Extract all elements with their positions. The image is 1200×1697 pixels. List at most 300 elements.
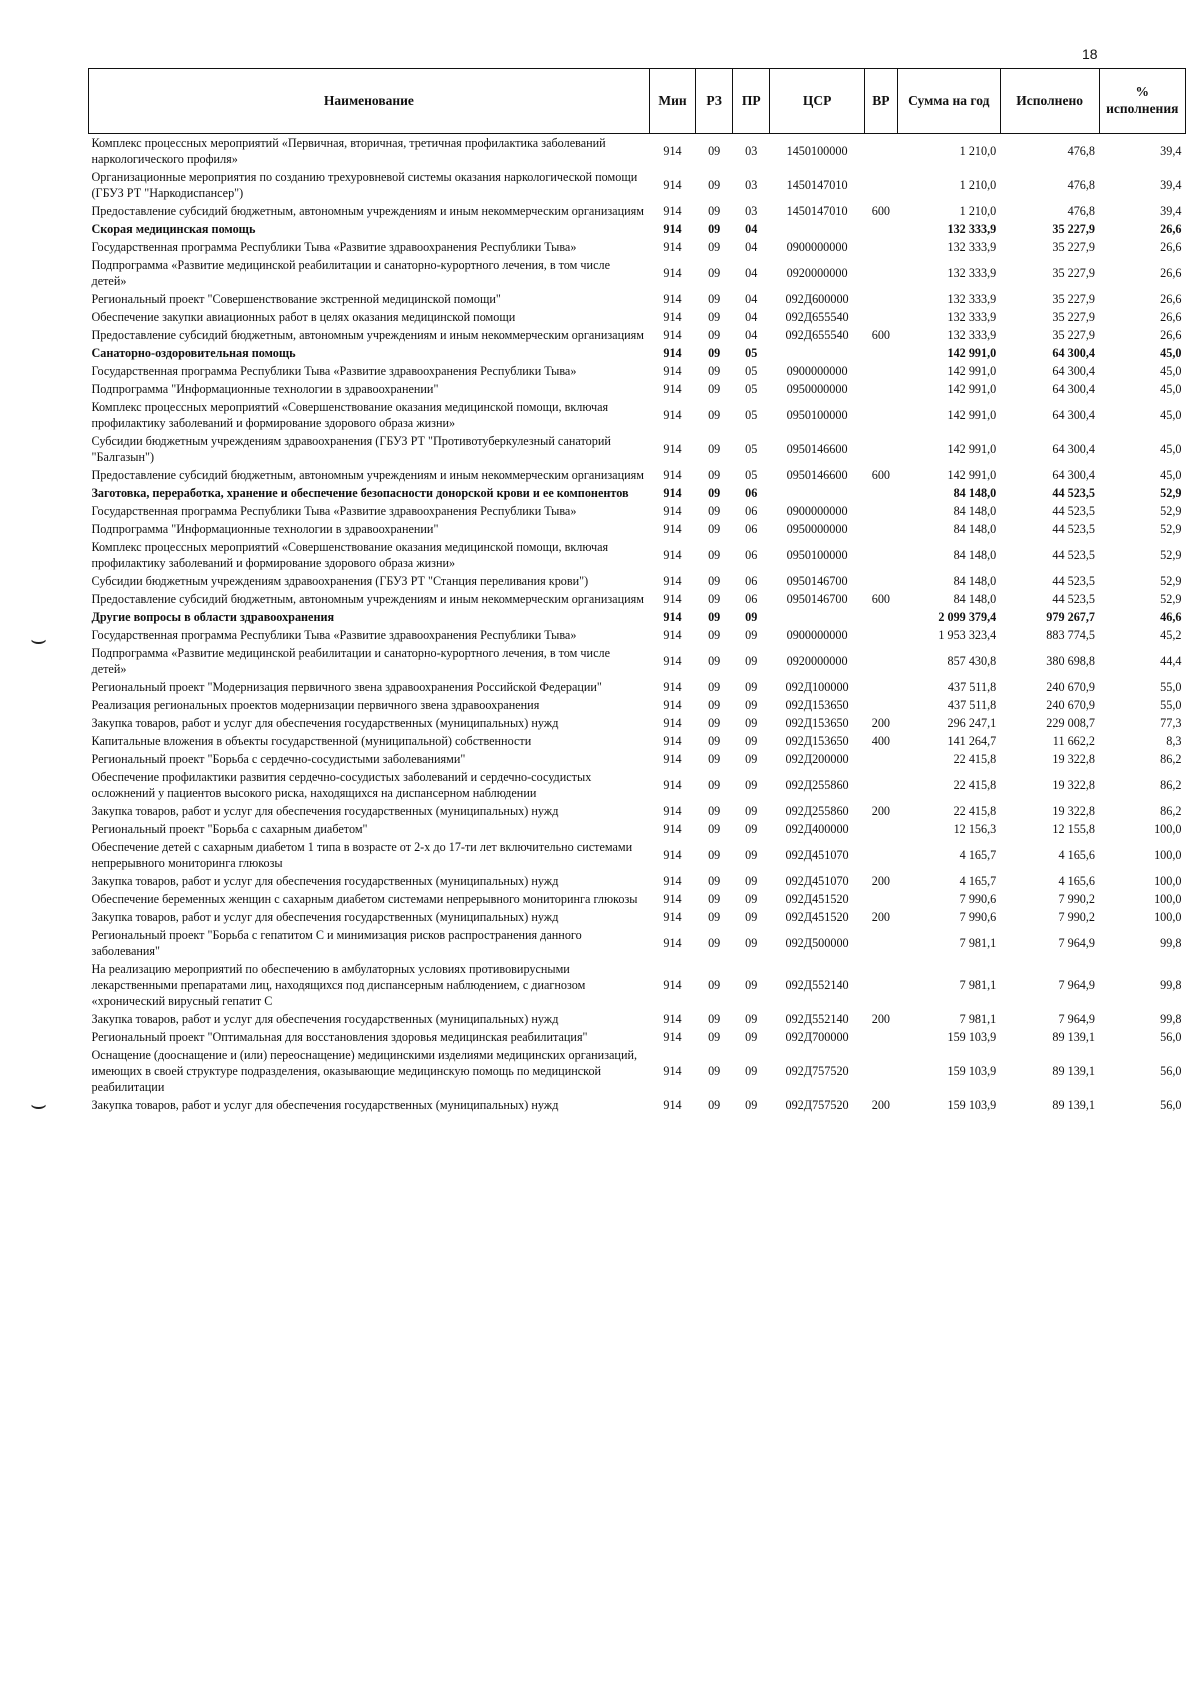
table-row (89, 908, 1186, 926)
row-sum-cell: 1 210,0 (959, 204, 997, 218)
row-pr-cell: 03 (745, 178, 758, 192)
row-pct-cell: 45,0 (1160, 382, 1182, 396)
row-name-cell: Подпрограмма "Информационные технологии в здравоохранении" (91, 522, 439, 536)
row-name-cell: Подпрограмма "Информационные технологии в здравоохранении" (91, 382, 439, 396)
row-done-cell: 240 670,9 (1046, 680, 1096, 694)
row-csr-cell (770, 484, 865, 502)
row-vr-cell (864, 820, 897, 838)
row-sum-cell: 132 333,9 (947, 292, 997, 306)
row-sum-cell: 7 981,1 (959, 978, 997, 992)
row-done-cell: 35 227,9 (1052, 310, 1096, 324)
row-rz-cell: 09 (708, 442, 721, 456)
row-pct-cell: 86,2 (1160, 752, 1182, 766)
row-name-cell: Предоставление субсидий бюджетным, автономным учреждениям и иным некоммерческим организациям (91, 592, 644, 606)
row-pr-cell: 09 (745, 804, 758, 818)
row-csr-cell: 092Д451520 (785, 892, 849, 906)
row-name-cell: Региональный проект "Совершенствование экстренной медицинской помощи" (91, 292, 501, 306)
row-pct-cell: 52,9 (1160, 504, 1182, 518)
row-vr-cell (864, 484, 897, 502)
row-csr-cell: 092Д255860 (785, 778, 849, 792)
row-vr-cell (864, 644, 897, 678)
row-csr-cell: 092Д500000 (785, 936, 849, 950)
row-csr-cell: 0900000000 (786, 504, 848, 518)
row-sum-cell: 22 415,8 (953, 804, 997, 818)
row-pct-cell: 56,0 (1160, 1030, 1182, 1044)
row-min-cell: 914 (663, 486, 682, 500)
row-sum-cell: 84 148,0 (953, 486, 997, 500)
row-name-cell: Региональный проект "Борьба с гепатитом С и минимизация рисков распространения данного заболевания" (91, 928, 582, 958)
row-rz-cell: 09 (708, 468, 721, 482)
row-csr-cell: 0950100000 (786, 408, 848, 422)
row-rz-cell: 09 (708, 266, 721, 280)
row-pr-cell: 09 (745, 680, 758, 694)
table-row (89, 238, 1186, 256)
table-row (89, 1046, 1186, 1096)
row-csr-cell: 092Д451070 (785, 848, 849, 862)
table-row (89, 926, 1186, 960)
margin-check-mark: ⌣ (30, 1090, 48, 1120)
row-rz-cell: 09 (708, 222, 721, 236)
row-pr-cell: 09 (745, 892, 758, 906)
column-header-pct: % исполнения (1099, 69, 1185, 134)
row-rz-cell: 09 (708, 548, 721, 562)
row-pr-cell: 06 (745, 486, 758, 500)
row-name-cell: Предоставление субсидий бюджетным, автономным учреждениям и иным некоммерческим организациям (91, 468, 644, 482)
row-pct-cell: 26,6 (1160, 328, 1182, 342)
row-pct-cell: 100,0 (1154, 848, 1182, 862)
row-name-cell: Предоставление субсидий бюджетным, автономным учреждениям и иным некоммерческим организациям (91, 328, 644, 342)
row-pr-cell: 09 (745, 628, 758, 642)
row-pr-cell: 09 (745, 1098, 758, 1112)
row-rz-cell: 09 (708, 364, 721, 378)
table-row (89, 696, 1186, 714)
row-min-cell: 914 (663, 144, 682, 158)
row-min-cell: 914 (663, 734, 682, 748)
row-pr-cell: 05 (745, 382, 758, 396)
table-row (89, 466, 1186, 484)
row-csr-cell: 092Д600000 (785, 292, 849, 306)
row-done-cell: 44 523,5 (1052, 548, 1096, 562)
table-row (89, 838, 1186, 872)
row-done-cell: 44 523,5 (1052, 574, 1096, 588)
row-done-cell: 89 139,1 (1052, 1098, 1096, 1112)
row-sum-cell: 7 981,1 (959, 1012, 997, 1026)
table-row (89, 732, 1186, 750)
row-min-cell: 914 (663, 654, 682, 668)
row-sum-cell: 132 333,9 (947, 266, 997, 280)
row-csr-cell: 0950146700 (786, 574, 848, 588)
table-row (89, 590, 1186, 608)
row-done-cell: 44 523,5 (1052, 504, 1096, 518)
row-pr-cell: 09 (745, 822, 758, 836)
table-row (89, 768, 1186, 802)
row-done-cell: 64 300,4 (1052, 346, 1096, 360)
row-done-cell: 89 139,1 (1052, 1064, 1096, 1078)
table-row (89, 220, 1186, 238)
row-sum-cell: 22 415,8 (953, 752, 997, 766)
row-vr-cell (864, 572, 897, 590)
row-vr-cell: 600 (871, 468, 890, 482)
row-min-cell: 914 (663, 382, 682, 396)
row-vr-cell (864, 696, 897, 714)
row-pct-cell: 100,0 (1154, 910, 1182, 924)
row-name-cell: Обеспечение закупки авиационных работ в целях оказания медицинской помощи (91, 310, 516, 324)
row-pct-cell: 46,6 (1160, 610, 1182, 624)
row-done-cell: 19 322,8 (1052, 752, 1096, 766)
row-csr-cell: 092Д757520 (785, 1064, 849, 1078)
row-name-cell: Санаторно-оздоровительная помощь (91, 346, 296, 360)
row-csr-cell: 092Д700000 (785, 1030, 849, 1044)
row-name-cell: Оснащение (дооснащение и (или) переоснащение) медицинскими изделиями медицинских организаций, имеющих в своей структуре подразделения, оказывающие медицинскую помощь по медицинской реабилитации (91, 1048, 638, 1094)
row-min-cell: 914 (663, 222, 682, 236)
row-rz-cell: 09 (708, 504, 721, 518)
table-row (89, 1010, 1186, 1028)
column-header-sum: Сумма на год (897, 69, 1000, 134)
row-sum-cell: 141 264,7 (947, 734, 997, 748)
row-pr-cell: 05 (745, 408, 758, 422)
row-pct-cell: 26,6 (1160, 240, 1182, 254)
row-csr-cell: 0950000000 (786, 382, 848, 396)
row-rz-cell: 09 (708, 628, 721, 642)
row-rz-cell: 09 (708, 204, 721, 218)
row-done-cell: 380 698,8 (1046, 654, 1096, 668)
row-vr-cell (864, 220, 897, 238)
row-pct-cell: 100,0 (1154, 892, 1182, 906)
row-csr-cell: 0950146600 (786, 442, 848, 456)
row-rz-cell: 09 (708, 382, 721, 396)
row-done-cell: 240 670,9 (1046, 698, 1096, 712)
row-sum-cell: 159 103,9 (947, 1098, 997, 1112)
row-min-cell: 914 (663, 1098, 682, 1112)
row-rz-cell: 09 (708, 848, 721, 862)
row-rz-cell: 09 (708, 240, 721, 254)
row-done-cell: 64 300,4 (1052, 382, 1096, 396)
row-sum-cell: 84 148,0 (953, 504, 997, 518)
row-csr-cell: 0900000000 (786, 240, 848, 254)
row-min-cell: 914 (663, 310, 682, 324)
row-pct-cell: 56,0 (1160, 1098, 1182, 1112)
row-pct-cell: 26,6 (1160, 222, 1182, 236)
row-name-cell: Обеспечение беременных женщин с сахарным диабетом системами непрерывного мониторинга глюкозы (91, 892, 638, 906)
row-done-cell: 7 990,2 (1058, 892, 1096, 906)
row-pr-cell: 05 (745, 468, 758, 482)
row-name-cell: Государственная программа Республики Тыва «Развитие здравоохранения Республики Тыва» (91, 364, 577, 378)
row-pct-cell: 45,2 (1160, 628, 1182, 642)
row-done-cell: 35 227,9 (1052, 222, 1096, 236)
row-sum-cell: 4 165,7 (959, 848, 997, 862)
row-pct-cell: 52,9 (1160, 486, 1182, 500)
row-csr-cell (770, 608, 865, 626)
row-rz-cell: 09 (708, 522, 721, 536)
row-sum-cell: 7 990,6 (959, 910, 997, 924)
row-done-cell: 89 139,1 (1052, 1030, 1096, 1044)
row-pct-cell: 86,2 (1160, 778, 1182, 792)
row-vr-cell (864, 750, 897, 768)
row-vr-cell (864, 838, 897, 872)
row-done-cell: 64 300,4 (1052, 442, 1096, 456)
row-done-cell: 12 155,8 (1052, 822, 1096, 836)
row-sum-cell: 159 103,9 (947, 1030, 997, 1044)
row-min-cell: 914 (663, 522, 682, 536)
row-sum-cell: 4 165,7 (959, 874, 997, 888)
margin-check-mark: ⌣ (30, 625, 48, 655)
row-pr-cell: 06 (745, 592, 758, 606)
row-pr-cell: 09 (745, 978, 758, 992)
row-vr-cell (864, 308, 897, 326)
row-pct-cell: 99,8 (1160, 978, 1182, 992)
row-done-cell: 35 227,9 (1052, 240, 1096, 254)
row-name-cell: Закупка товаров, работ и услуг для обеспечения государственных (муниципальных) нужд (91, 1098, 559, 1112)
row-name-cell: Закупка товаров, работ и услуг для обеспечения государственных (муниципальных) нужд (91, 1012, 559, 1026)
row-pr-cell: 09 (745, 1012, 758, 1026)
row-csr-cell: 092Д100000 (785, 680, 849, 694)
row-pr-cell: 09 (745, 848, 758, 862)
row-rz-cell: 09 (708, 610, 721, 624)
row-rz-cell: 09 (708, 752, 721, 766)
row-csr-cell: 1450147010 (786, 178, 848, 192)
table-row (89, 714, 1186, 732)
row-done-cell: 476,8 (1067, 144, 1096, 158)
row-sum-cell: 132 333,9 (947, 328, 997, 342)
row-sum-cell: 159 103,9 (947, 1064, 997, 1078)
row-sum-cell: 1 953 323,4 (938, 628, 997, 642)
row-name-cell: Скорая медицинская помощь (91, 222, 256, 236)
row-name-cell: Региональный проект "Модернизация первичного звена здравоохранения Российской Федерации" (91, 680, 602, 694)
row-done-cell: 4 165,6 (1058, 848, 1096, 862)
row-rz-cell: 09 (708, 910, 721, 924)
row-min-cell: 914 (663, 698, 682, 712)
row-sum-cell: 132 333,9 (947, 240, 997, 254)
row-vr-cell: 600 (871, 592, 890, 606)
row-name-cell: Закупка товаров, работ и услуг для обеспечения государственных (муниципальных) нужд (91, 804, 559, 818)
row-csr-cell: 0900000000 (786, 628, 848, 642)
row-sum-cell: 142 991,0 (947, 442, 997, 456)
row-min-cell: 914 (663, 266, 682, 280)
page-number: 18 (1082, 46, 1098, 62)
row-vr-cell (864, 626, 897, 644)
row-rz-cell: 09 (708, 874, 721, 888)
row-pr-cell: 06 (745, 504, 758, 518)
row-pr-cell: 03 (745, 144, 758, 158)
row-vr-cell (864, 432, 897, 466)
row-sum-cell: 142 991,0 (947, 408, 997, 422)
row-pr-cell: 04 (745, 328, 758, 342)
row-csr-cell: 092Д153650 (785, 734, 849, 748)
row-min-cell: 914 (663, 592, 682, 606)
row-pr-cell: 03 (745, 204, 758, 218)
row-pr-cell: 04 (745, 222, 758, 236)
row-name-cell: Закупка товаров, работ и услуг для обеспечения государственных (муниципальных) нужд (91, 874, 559, 888)
row-rz-cell: 09 (708, 804, 721, 818)
row-csr-cell: 092Д451070 (785, 874, 849, 888)
row-pr-cell: 05 (745, 346, 758, 360)
row-pct-cell: 45,0 (1160, 442, 1182, 456)
row-sum-cell: 142 991,0 (947, 382, 997, 396)
row-min-cell: 914 (663, 848, 682, 862)
table-row (89, 432, 1186, 466)
column-header-done: Исполнено (1000, 69, 1099, 134)
row-done-cell: 35 227,9 (1052, 292, 1096, 306)
column-header-pr: ПР (733, 69, 770, 134)
row-vr-cell (864, 256, 897, 290)
row-name-cell: Капитальные вложения в объекты государственной (муниципальной) собственности (91, 734, 532, 748)
row-pct-cell: 100,0 (1154, 874, 1182, 888)
row-done-cell: 7 964,9 (1058, 936, 1096, 950)
row-done-cell: 883 774,5 (1046, 628, 1096, 642)
row-pct-cell: 77,3 (1160, 716, 1182, 730)
row-done-cell: 44 523,5 (1052, 592, 1096, 606)
row-vr-cell (864, 960, 897, 1010)
row-vr-cell (864, 926, 897, 960)
row-rz-cell: 09 (708, 978, 721, 992)
row-min-cell: 914 (663, 548, 682, 562)
row-name-cell: Субсидии бюджетным учреждениям здравоохранения (ГБУЗ РТ "Станция переливания крови") (91, 574, 589, 588)
table-row (89, 344, 1186, 362)
column-header-name: Наименование (89, 69, 650, 134)
row-pr-cell: 09 (745, 1030, 758, 1044)
row-rz-cell: 09 (708, 178, 721, 192)
row-rz-cell: 09 (708, 1012, 721, 1026)
row-min-cell: 914 (663, 892, 682, 906)
table-row (89, 362, 1186, 380)
row-min-cell: 914 (663, 364, 682, 378)
row-vr-cell (864, 768, 897, 802)
row-sum-cell: 84 148,0 (953, 592, 997, 606)
row-pct-cell: 99,8 (1160, 1012, 1182, 1026)
row-pct-cell: 39,4 (1160, 144, 1182, 158)
row-name-cell: Комплекс процессных мероприятий «Первичная, вторичная, третичная профилактика заболеваний наркологического профиля» (91, 136, 606, 166)
row-pct-cell: 99,8 (1160, 936, 1182, 950)
table-row (89, 326, 1186, 344)
row-pct-cell: 26,6 (1160, 292, 1182, 306)
table-row (89, 308, 1186, 326)
row-csr-cell: 092Д255860 (785, 804, 849, 818)
column-header-min: Мин (649, 69, 695, 134)
row-pr-cell: 09 (745, 874, 758, 888)
row-rz-cell: 09 (708, 654, 721, 668)
table-row (89, 398, 1186, 432)
row-min-cell: 914 (663, 442, 682, 456)
row-vr-cell (864, 362, 897, 380)
row-min-cell: 914 (663, 408, 682, 422)
row-vr-cell (864, 1028, 897, 1046)
row-done-cell: 7 964,9 (1058, 978, 1096, 992)
row-pr-cell: 04 (745, 266, 758, 280)
row-pr-cell: 09 (745, 734, 758, 748)
row-done-cell: 11 662,2 (1052, 734, 1096, 748)
row-csr-cell: 0900000000 (786, 364, 848, 378)
row-rz-cell: 09 (708, 292, 721, 306)
row-pr-cell: 09 (745, 778, 758, 792)
row-pct-cell: 26,6 (1160, 310, 1182, 324)
row-rz-cell: 09 (708, 778, 721, 792)
row-name-cell: Подпрограмма «Развитие медицинской реабилитации и санаторно-курортного лечения, в том числе детей» (91, 258, 610, 288)
row-min-cell: 914 (663, 178, 682, 192)
row-done-cell: 979 267,7 (1046, 610, 1096, 624)
row-vr-cell (864, 1046, 897, 1096)
table-row (89, 1028, 1186, 1046)
row-vr-cell (864, 238, 897, 256)
row-rz-cell: 09 (708, 698, 721, 712)
row-pct-cell: 55,0 (1160, 698, 1182, 712)
row-vr-cell (864, 678, 897, 696)
row-csr-cell: 092Д655540 (785, 310, 849, 324)
row-rz-cell: 09 (708, 592, 721, 606)
column-header-csr: ЦСР (770, 69, 865, 134)
row-min-cell: 914 (663, 628, 682, 642)
row-sum-cell: 437 511,8 (947, 680, 997, 694)
row-csr-cell: 1450147010 (786, 204, 848, 218)
row-min-cell: 914 (663, 1064, 682, 1078)
row-rz-cell: 09 (708, 1064, 721, 1078)
row-min-cell: 914 (663, 346, 682, 360)
row-csr-cell: 0950100000 (786, 548, 848, 562)
row-pct-cell: 8,3 (1166, 734, 1182, 748)
row-vr-cell (864, 608, 897, 626)
row-vr-cell: 200 (871, 1098, 890, 1112)
table-row (89, 678, 1186, 696)
table-row (89, 872, 1186, 890)
row-sum-cell: 7 981,1 (959, 936, 997, 950)
row-done-cell: 7 964,9 (1058, 1012, 1096, 1026)
row-pct-cell: 26,6 (1160, 266, 1182, 280)
row-vr-cell (864, 538, 897, 572)
row-csr-cell: 092Д400000 (785, 822, 849, 836)
row-csr-cell: 0920000000 (786, 654, 848, 668)
row-rz-cell: 09 (708, 734, 721, 748)
row-name-cell: Обеспечение профилактики развития сердечно-сосудистых заболеваний и сердечно-сосудистых осложнений у пациентов высокого риска, находящихся на диспансерном наблюдении (91, 770, 592, 800)
row-vr-cell: 600 (871, 204, 890, 218)
row-done-cell: 229 008,7 (1046, 716, 1096, 730)
table-row (89, 134, 1186, 169)
row-vr-cell: 200 (871, 910, 890, 924)
row-pr-cell: 06 (745, 522, 758, 536)
row-min-cell: 914 (663, 240, 682, 254)
row-min-cell: 914 (663, 292, 682, 306)
row-sum-cell: 84 148,0 (953, 574, 997, 588)
row-pct-cell: 52,9 (1160, 522, 1182, 536)
row-done-cell: 4 165,6 (1058, 874, 1096, 888)
row-sum-cell: 132 333,9 (947, 310, 997, 324)
row-name-cell: Организационные мероприятия по созданию трехуровневой системы оказания наркологической помощи (ГБУЗ РТ "Наркодиспансер") (91, 170, 638, 200)
row-name-cell: Субсидии бюджетным учреждениям здравоохранения (ГБУЗ РТ "Противотуберкулезный санаторий "Балгазын") (91, 434, 611, 464)
row-pct-cell: 56,0 (1160, 1064, 1182, 1078)
row-min-cell: 914 (663, 822, 682, 836)
row-name-cell: Предоставление субсидий бюджетным, автономным учреждениям и иным некоммерческим организациям (91, 204, 644, 218)
row-pr-cell: 04 (745, 310, 758, 324)
row-rz-cell: 09 (708, 346, 721, 360)
table-row (89, 168, 1186, 202)
row-vr-cell: 200 (871, 804, 890, 818)
row-pct-cell: 55,0 (1160, 680, 1182, 694)
row-rz-cell: 09 (708, 574, 721, 588)
row-pct-cell: 100,0 (1154, 822, 1182, 836)
row-pct-cell: 52,9 (1160, 574, 1182, 588)
row-min-cell: 914 (663, 752, 682, 766)
row-pct-cell: 52,9 (1160, 548, 1182, 562)
table-row (89, 380, 1186, 398)
row-vr-cell: 600 (871, 328, 890, 342)
row-vr-cell (864, 168, 897, 202)
row-vr-cell (864, 502, 897, 520)
row-csr-cell: 1450100000 (786, 144, 848, 158)
row-name-cell: Государственная программа Республики Тыва «Развитие здравоохранения Республики Тыва» (91, 628, 577, 642)
row-rz-cell: 09 (708, 936, 721, 950)
row-csr-cell: 0920000000 (786, 266, 848, 280)
row-csr-cell (770, 344, 865, 362)
table-row (89, 608, 1186, 626)
row-name-cell: Комплекс процессных мероприятий «Совершенствование оказания медицинской помощи, включая профилактику заболеваний и формирование здорового образа жизни» (91, 400, 609, 430)
